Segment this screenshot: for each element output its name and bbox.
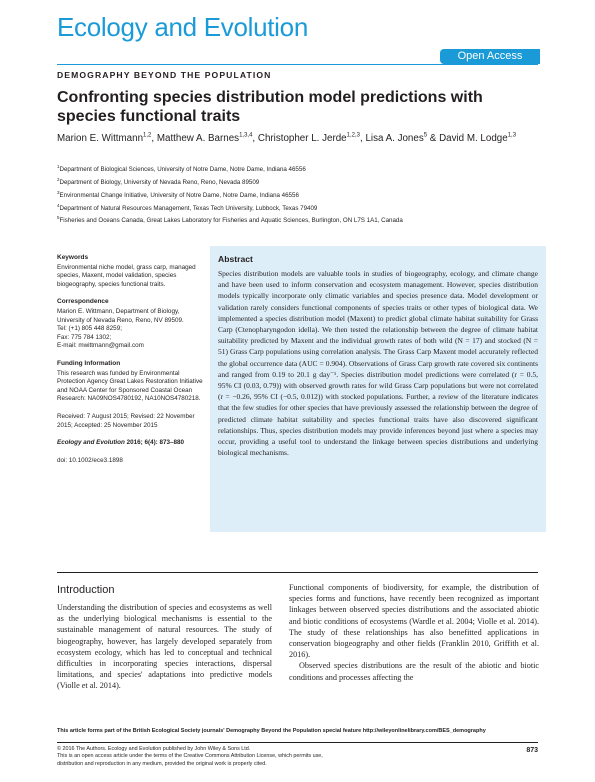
correspondence-line: University of Nevada Reno, Reno, NV 89509. [57, 316, 184, 324]
intro-paragraph: Observed species distributions are the result of the abiotic and biotic conditions and processes affecting the [289, 661, 539, 682]
correspondence-line: Tel: (+1) 805 448 8259; [57, 325, 122, 333]
affiliation: $^4$Department of Natural Resources Management, Texas Tech University, Lubbock, Texas 79409 [57, 202, 318, 212]
open-access-badge: Open Access [440, 49, 540, 64]
intro-column-left: Understanding the distribution of species and ecosystems as well as the underlying biological mechanisms is essential to the sustainable management of natural resources. The study of biogeography, however, has largely developed separately from ecosystem ecology, which has led to conceptual and technical difficulties in incorporating species interactions, dispersal limitations, and species' adaptations into predictive models (Violle et al. 2014). [57, 603, 272, 691]
keywords-heading: Keywords [57, 254, 89, 261]
correspondence-email: E-mail: mwittmann@gmail.com [57, 342, 144, 350]
correspondence-line: Fax: 775 784 1302; [57, 333, 112, 341]
author: Lisa A. Jones$^5$ & [365, 133, 440, 145]
correspondence-heading: Correspondence [57, 298, 109, 306]
doi: doi: 10.1002/ece3.1898 [57, 456, 123, 464]
intro-paragraph: Functional components of biodiversity, for example, the distribution of species forms and functions, have recently been recognized as important linkages between observed species distributions and the associated abiotic and biotic conditions of ecosystems (Wardle et al. 2004; Violle et al. 2014). The study of these relationships has also benefitted applications in conservation biogeography and other fields (Franklin 2010, Griffith et al. 2016). [289, 583, 539, 660]
author-list [57, 130, 557, 145]
affiliation-list [57, 162, 547, 226]
section-divider [57, 572, 538, 573]
funding-heading: Funding Information [57, 359, 121, 367]
section-label: DEMOGRAPHY BEYOND THE POPULATION [57, 70, 272, 80]
affiliation: $^2$Department of Biology, University of Nevada Reno, Reno, Nevada 89509 [57, 176, 260, 186]
author: David M. Lodge$^{1,3}$ [439, 133, 517, 145]
affiliation: $^5$Fisheries and Oceans Canada, Great Lakes Laboratory for Fisheries and Aquatic Sciences, Burlington, ON L7S 1A1, Canada [57, 215, 403, 225]
affiliation: $^3$Environmental Change Initiative, University of Notre Dame, Notre Dame, Indiana 46556 [57, 189, 299, 199]
affiliation: $^1$Department of Biological Sciences, University of Notre Dame, Notre Dame, Indiana 46556 [57, 164, 306, 174]
abstract-heading: Abstract [218, 254, 253, 264]
keywords-text: Environmental niche model, grass carp, managed species, Maxent, model validation, species biogeography, species functional traits. [57, 263, 196, 288]
article-info-sidebar [57, 254, 207, 474]
special-feature-note: This article forms part of the British Ecological Society journals' Demography Beyond the Population special feature http://wileyonlinelibrary.com/BES_demography [57, 728, 486, 734]
abstract-text: Species distribution models are valuable tools in studies of biogeography, ecology, and climate change and have been used to inform conservation and ecosystem management. However, species distribution models typically incorporate only climatic variables and species presence data. Model development or validation rarely considers functional components of species traits or other types of biological data. We implemented a species distribution model (Maxent) to predict global climate habitat suitability for Grass Carp (Ctenopharyngodon idella). We then tested the relationship between the degree of climate habitat suitability predicted by Maxent and the individual growth rates of both wild (N = 17) and stocked (N = 51) Grass Carp populations using correlation analysis. The Grass Carp Maxent model accurately reflected the global occurrence data (AUC = 0.904). Observations of Grass Carp growth rate covered six continents and ranged from 0.19 to 20.1 g day⁻¹. Species distribution model predictions were correlated (r = 0.5, 95% CI (0.03, 0.79)) with observed growth rates for wild Grass Carp populations but were not correlated (r = −0.26, 95% CI (−0.5, 0.012)) with stocked populations. Further, a review of the literature indicates that the few studies for other species that have previously assessed the relationship between the degree of predicted climate habitat suitability and species functional traits have also discovered significant relationships. Thus, species distribution models may provide inferences beyond just where a species may occur, providing a useful tool to understand the linkage between species distributions and underlying biological mechanisms. [218, 269, 538, 458]
received-dates: Received: 7 August 2015; Revised: 22 November 2015; Accepted: 25 November 2015 [57, 412, 195, 429]
article-title: Confronting species distribution model predictions with species functional traits [57, 89, 483, 125]
author: Matthew A. Barnes$^{1,3,4}$, [156, 133, 258, 145]
journal-title: Ecology and Evolution [57, 12, 308, 42]
funding-text: This research was funded by Environmental Protection Agency Great Lakes Restoration Initiative and NOAA Center for Sponsored Coastal Ocean Research: NA09NOS4780192, NA10NOS4780218. [57, 369, 203, 403]
introduction-heading: Introduction [57, 584, 115, 596]
correspondence-line: Marion E. Wittmann, Department of Biology, [57, 307, 180, 315]
author: Marion E. Wittmann$^{1,2}$, [57, 133, 157, 145]
copyright-notice: © 2016 The Authors. Ecology and Evolution published by John Wiley & Sons Ltd. This is an open access article under the terms of the Creative Commons Attribution License, which permits use, distribution and reproduction in any medium, provided the original work is properly cited. [57, 746, 323, 767]
author: Christopher L. Jerde$^{1,2,3}$, [257, 133, 366, 145]
header-rule [57, 64, 538, 65]
footer-rule [57, 742, 538, 743]
citation: Ecology and Evolution 2016; 6(4): 873–880 [57, 439, 185, 447]
page-number: 873 [526, 747, 538, 754]
intro-column-right [289, 582, 539, 683]
